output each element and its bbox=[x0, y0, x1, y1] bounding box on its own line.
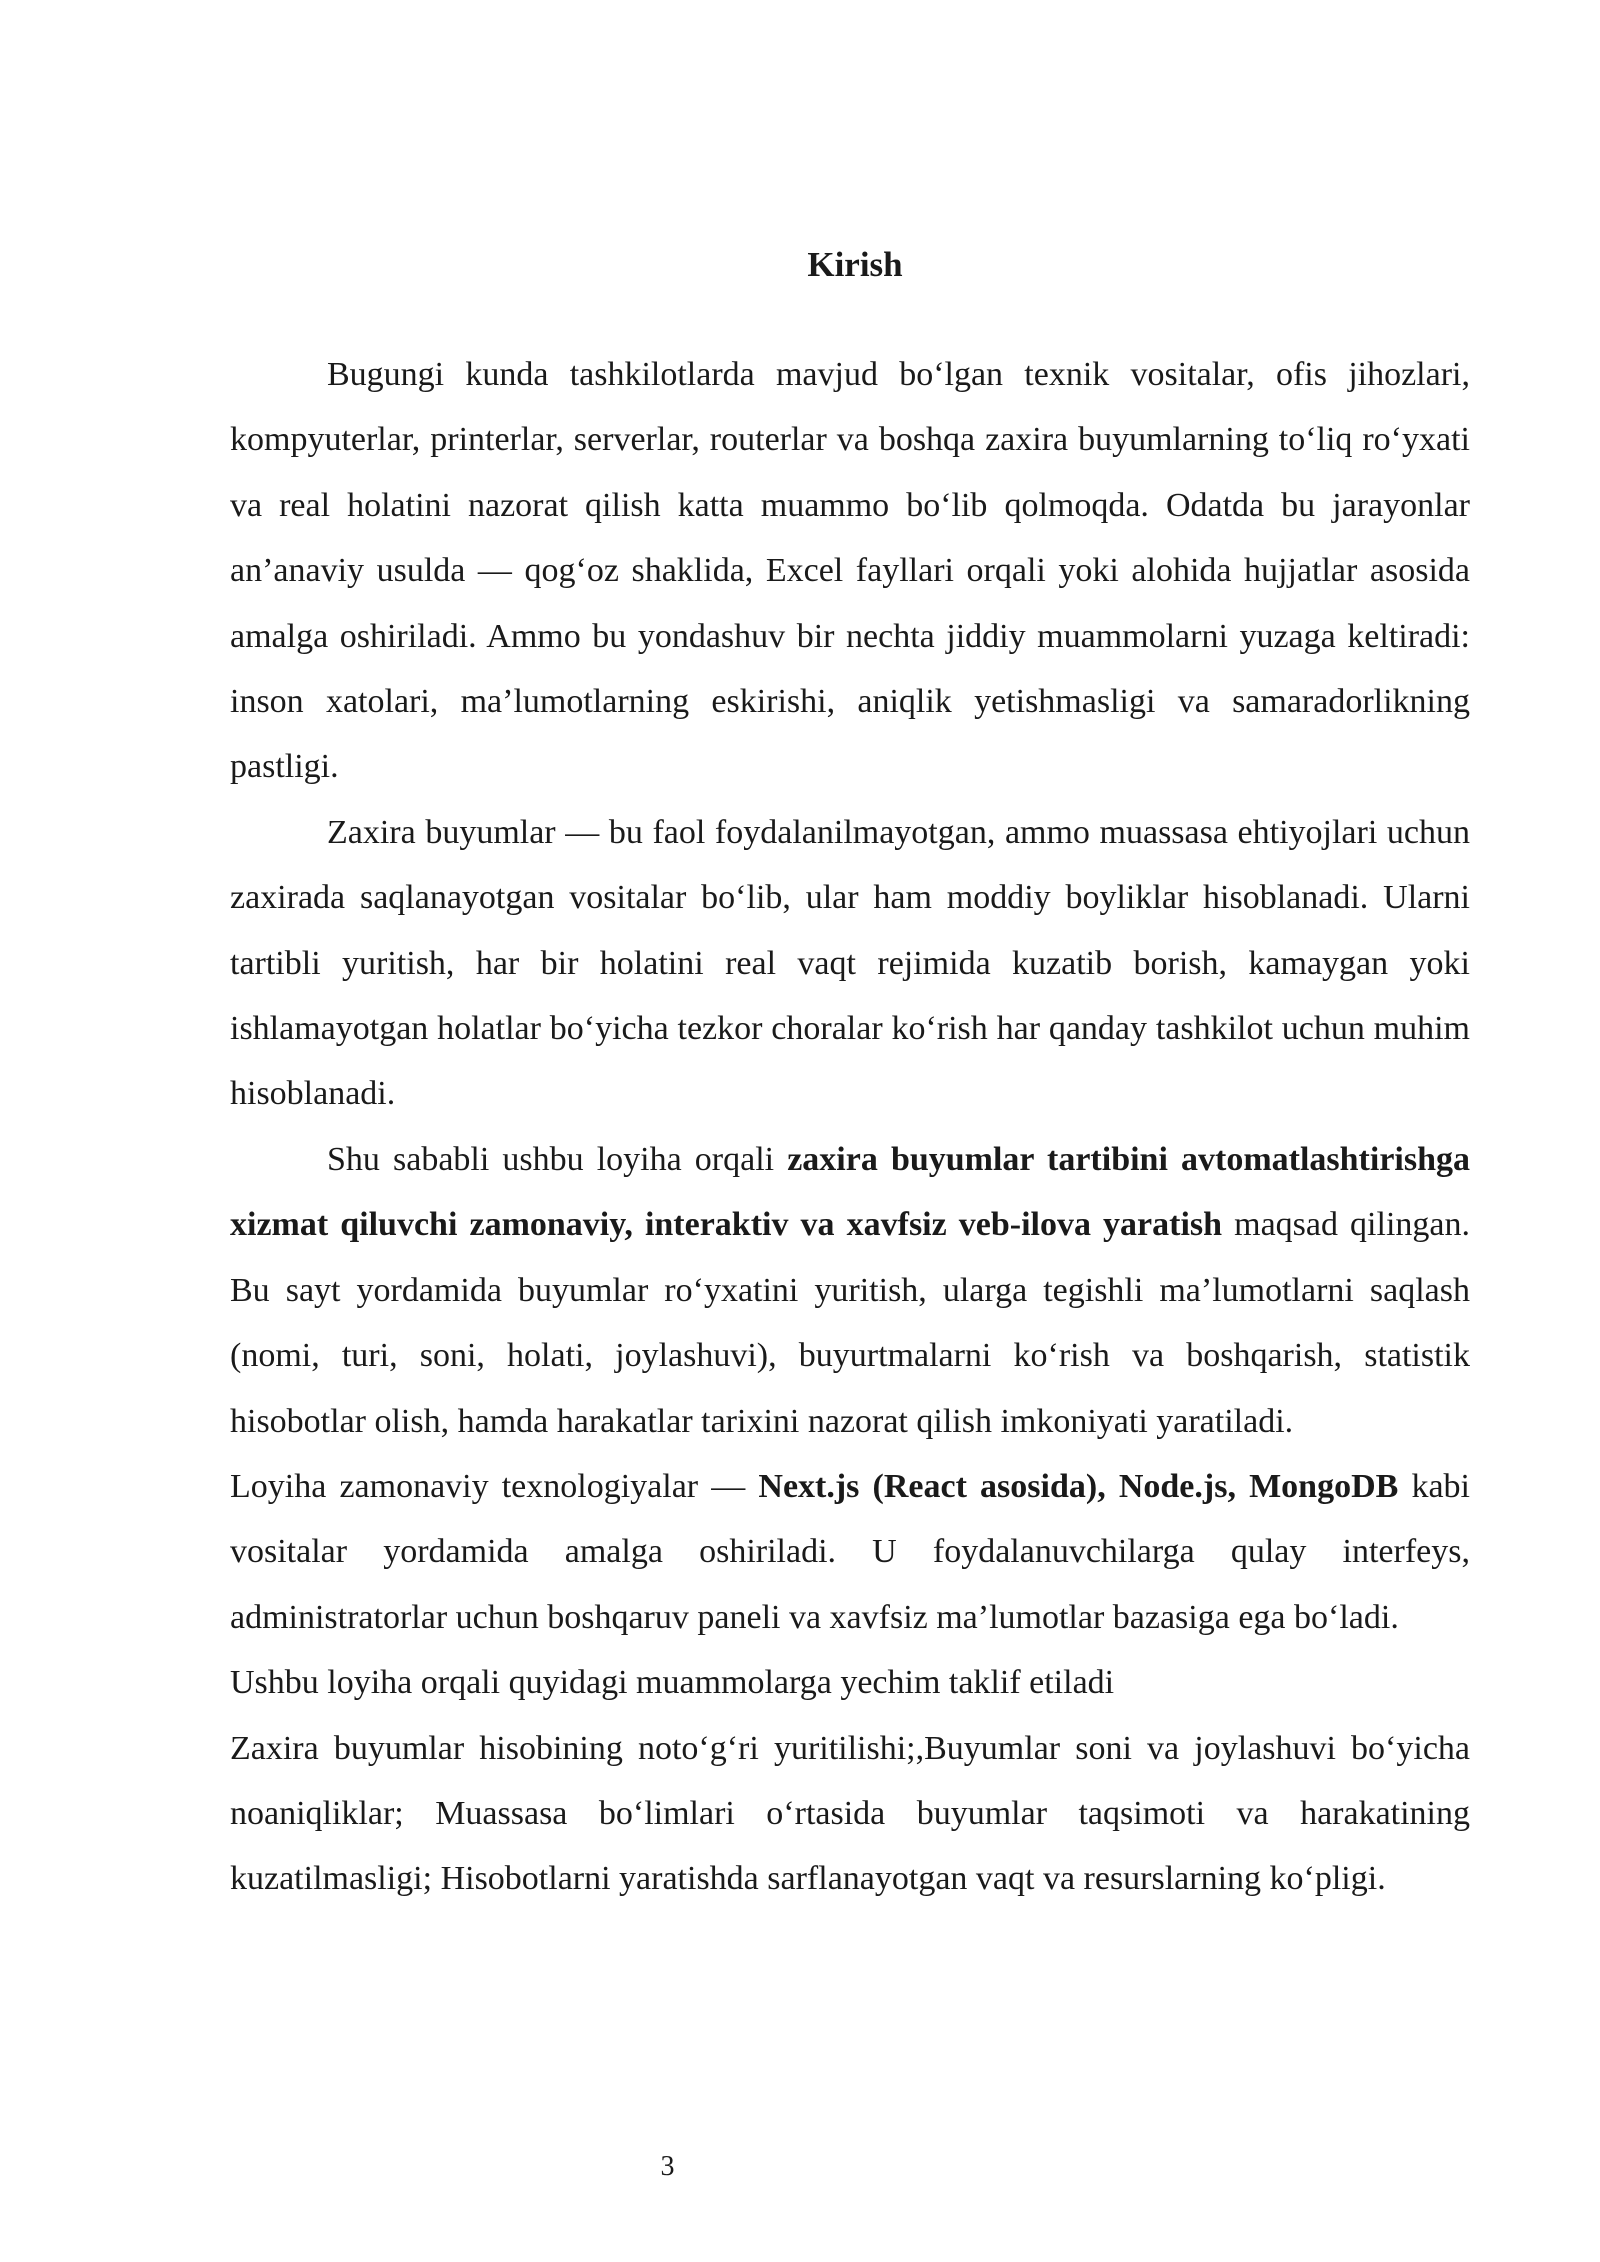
paragraph-problems-list: Zaxira buyumlar hisobining noto‘g‘ri yuritilishi;,Buyumlar soni va joylashuvi bo‘yicha noaniqliklar; Muassasa bo‘limlari o‘rtasida buyumlar taqsimoti va harakatining kuzatilmasligi; Hisobotlarni yaratishda sarflanayotgan vaqt va resurslarning ko‘pligi. bbox=[230, 1729, 1470, 1898]
paragraph-project-goal-bold: zaxira buyumlar tartibini avtomatlashtirishga xizmat qiluvchi zamonaviy, interaktiv va xavfsiz veb-ilova yaratish bbox=[230, 1140, 1470, 1244]
page-number: 3 bbox=[660, 2151, 675, 2182]
paragraph-reserve-items: Zaxira buyumlar — bu faol foydalanilmayotgan, ammo muassasa ehtiyojlari uchun zaxirada saqlanayotgan vositalar bo‘lib, ular ham moddiy boyliklar hisoblanadi. Ularni tartibli yuritish, har bir holatini real vaqt rejimida kuzatib borish, kamaygan yoki ishlamayotgan holatlar bo‘yicha tezkor choralar ko‘rish har qanday tashkilot uchun muhim hisoblanadi. bbox=[230, 813, 1470, 1113]
paragraph-intro: Bugungi kunda tashkilotlarda mavjud bo‘lgan texnik vositalar, ofis jihozlari, kompyuterlar, printerlar, serverlar, routerlar va boshqa zaxira buyumlarning to‘liq ro‘yxati va real holatini nazorat qilish katta muammo bo‘lib qolmoqda. Odatda bu jarayonlar an’anaviy usulda — qog‘oz shaklida, Excel fayllari orqali yoki alohida hujjatlar asosida amalga oshiriladi. Ammo bu yondashuv bir nechta jiddiy muammolarni yuzaga keltiradi: inson xatolari, ma’lumotlarning eskirishi, aniqlik yetishmasligi va samaradorlikning pastligi. bbox=[230, 356, 1470, 786]
document-body bbox=[230, 342, 1470, 1912]
paragraph-problems-intro: Ushbu loyiha orqali quyidagi muammolarga yechim taklif etiladi bbox=[230, 1664, 1115, 1702]
page-title: Kirish bbox=[807, 245, 903, 284]
paragraph-technologies-end: kabi vositalar yordamida amalga oshiriladi. U foydalanuvchilarga qulay interfeys, administratorlar uchun boshqaruv paneli va xavfsiz ma’lumotlar bazasiga ega bo‘ladi. bbox=[230, 1467, 1470, 1636]
paragraph-technologies-bold: Next.js (React asosida), Node.js, MongoDB bbox=[758, 1467, 1399, 1505]
paragraph-technologies bbox=[230, 1454, 1470, 1650]
paragraph-project-goal-end: maqsad qilingan. Bu sayt yordamida buyumlar ro‘yxatini yuritish, ularga tegishli ma’lumotlarni saqlash (nomi, turi, soni, holati, joylashuvi), buyurtmalarni ko‘rish va boshqarish, statistik hisobotlar olish, hamda harakatlar tarixini nazorat qilish imkoniyati yaratiladi. bbox=[230, 1206, 1470, 1440]
paragraph-project-goal-start: Shu sababli ushbu loyiha orqali bbox=[327, 1140, 788, 1178]
paragraph-project-goal bbox=[230, 1127, 1470, 1454]
paragraph-technologies-start: Loyiha zamonaviy texnologiyalar — bbox=[230, 1467, 759, 1505]
